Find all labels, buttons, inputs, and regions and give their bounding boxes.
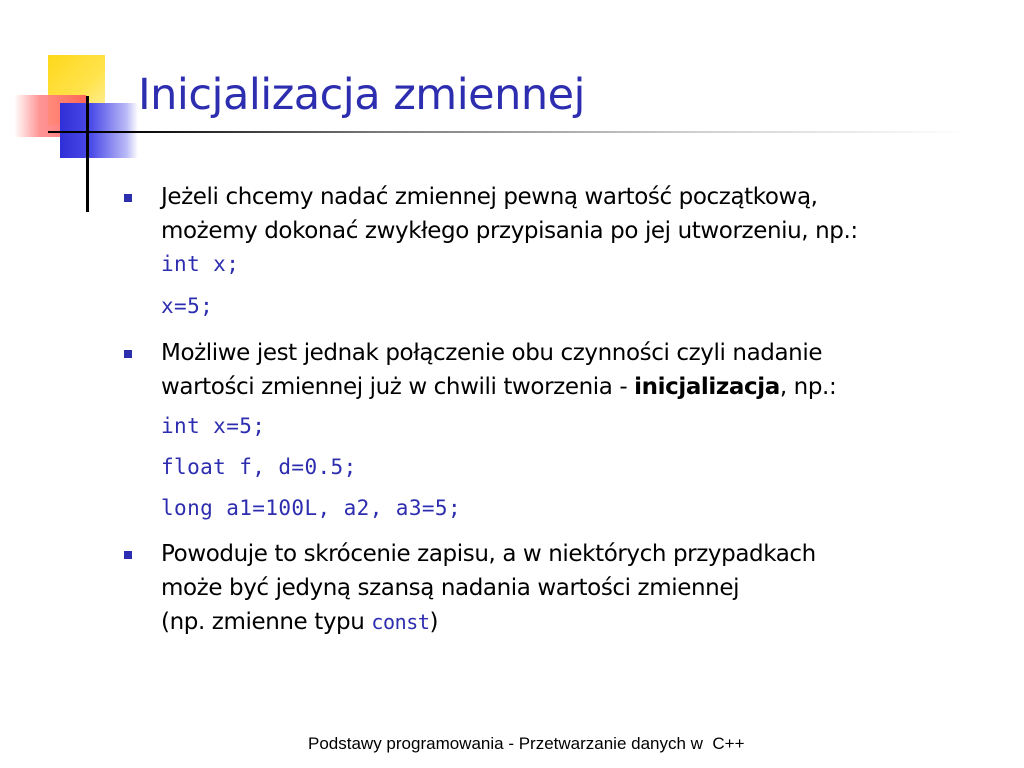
- bullet-text: (np. zmienne typu: [161, 609, 372, 635]
- bullet-item: [120, 180, 980, 248]
- bullet-text-line: Jeżeli chcemy nadać zmiennej pewną wartość początkową,: [161, 184, 818, 210]
- bullet-text: , np.:: [779, 374, 837, 400]
- bullet-text: ): [429, 609, 439, 635]
- bullet-text: wartości zmiennej już w chwili tworzenia -: [161, 374, 635, 400]
- bullet-square-icon: [124, 194, 132, 202]
- bullet-item: [120, 336, 980, 404]
- slide-footer: Podstawy programowania - Przetwarzanie danych w C++: [308, 734, 745, 753]
- bullet-text-line: możemy dokonać zwykłego przypisania po jej utworzeniu, np.:: [161, 218, 858, 244]
- bullet-text-line: [161, 370, 980, 404]
- slide-title: Inicjalizacja zmiennej: [138, 70, 586, 120]
- bullet-text-line: Możliwe jest jednak połączenie obu czynności czyli nadanie: [161, 340, 823, 366]
- bullet-item: [120, 537, 980, 639]
- bullet-text-line: [161, 605, 980, 639]
- title-underline: [48, 131, 968, 133]
- inline-code: const: [371, 610, 430, 634]
- bullet-text-line: może być jedyną szansą nadania wartości zmiennej: [161, 575, 740, 601]
- code-line: long a1=100L, a2, a3=5;: [161, 496, 461, 520]
- bullet-square-icon: [124, 551, 132, 559]
- decor-vertical-line: [86, 96, 89, 212]
- bold-term: inicjalizacja: [634, 374, 780, 400]
- bullet-text-line: Powoduje to skrócenie zapisu, a w niektórych przypadkach: [161, 541, 816, 567]
- code-line: int x=5;: [161, 414, 266, 438]
- code-line: float f, d=0.5;: [161, 455, 357, 479]
- code-line: x=5;: [161, 294, 214, 318]
- slide-content: [120, 180, 980, 639]
- bullet-square-icon: [124, 350, 132, 358]
- code-line: int x;: [161, 252, 240, 276]
